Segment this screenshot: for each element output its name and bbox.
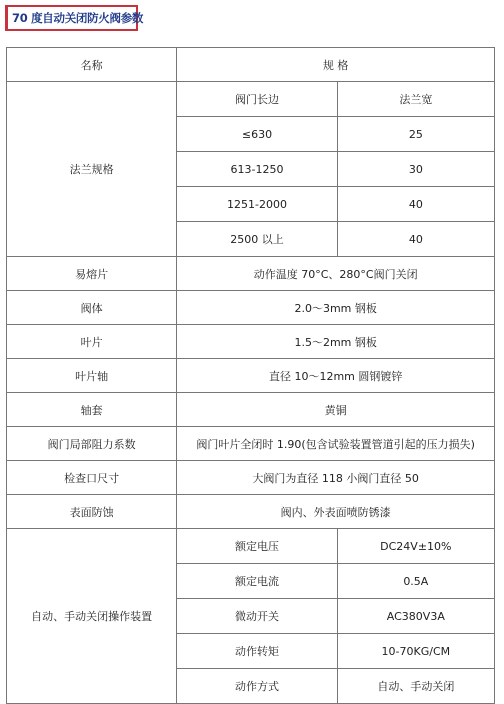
title-accent-bar	[5, 5, 8, 31]
device-param-cell: 微动开关	[177, 599, 337, 634]
flange-edge-cell: 613-1250	[177, 152, 337, 187]
table-row	[7, 427, 495, 461]
device-param-cell: 额定电流	[177, 564, 337, 599]
fire-damper-spec-table	[6, 47, 495, 704]
device-value-cell: 0.5A	[337, 564, 494, 599]
table-row	[7, 257, 495, 291]
flange-col-b-header: 法兰宽	[337, 82, 494, 117]
row-name-cell: 轴套	[7, 393, 177, 427]
row-value-cell: 大阀门为直径 118 小阀门直径 50	[177, 461, 495, 495]
table-row	[7, 82, 495, 117]
device-label-cell: 自动、手动关闭操作装置	[7, 529, 177, 704]
table-header-row	[7, 48, 495, 82]
row-name-cell: 叶片	[7, 325, 177, 359]
row-value-cell: 直径 10～12mm 圆钢镀锌	[177, 359, 495, 393]
header-spec-cell: 规 格	[177, 48, 495, 82]
row-name-cell: 易熔片	[7, 257, 177, 291]
device-value-cell: 10-70KG/CM	[337, 634, 494, 669]
table-row	[7, 461, 495, 495]
row-name-cell: 叶片轴	[7, 359, 177, 393]
row-value-cell: 阀门叶片全闭时 1.90(包含试验装置管道引起的压力损失)	[177, 427, 495, 461]
header-name-cell: 名称	[7, 48, 177, 82]
device-param-cell: 额定电压	[177, 529, 337, 564]
flange-width-cell: 25	[337, 117, 494, 152]
device-param-cell: 动作方式	[177, 669, 337, 704]
flange-edge-cell: 2500 以上	[177, 222, 337, 257]
row-value-cell: 阀内、外表面喷防锈漆	[177, 495, 495, 529]
flange-width-cell: 40	[337, 222, 494, 257]
flange-edge-cell: ≤630	[177, 117, 337, 152]
device-value-cell: AC380V3A	[337, 599, 494, 634]
table-row	[7, 359, 495, 393]
table-row	[7, 529, 495, 564]
row-name-cell: 阀体	[7, 291, 177, 325]
row-value-cell: 2.0～3mm 钢板	[177, 291, 495, 325]
table-row	[7, 325, 495, 359]
section-title-box	[5, 5, 144, 31]
device-value-cell: DC24V±10%	[337, 529, 494, 564]
row-value-cell: 黄铜	[177, 393, 495, 427]
row-value-cell: 动作温度 70°C、280°C阀门关闭	[177, 257, 495, 291]
flange-edge-cell: 1251-2000	[177, 187, 337, 222]
row-name-cell: 检查口尺寸	[7, 461, 177, 495]
flange-width-cell: 40	[337, 187, 494, 222]
device-param-cell: 动作转矩	[177, 634, 337, 669]
row-name-cell: 阀门局部阻力系数	[7, 427, 177, 461]
row-name-cell: 表面防蚀	[7, 495, 177, 529]
table-row	[7, 291, 495, 325]
flange-width-cell: 30	[337, 152, 494, 187]
table-row	[7, 393, 495, 427]
section-title: 70 度自动关闭防火阀参数	[12, 11, 144, 25]
row-value-cell: 1.5～2mm 钢板	[177, 325, 495, 359]
flange-label-cell: 法兰规格	[7, 82, 177, 257]
table-row	[7, 495, 495, 529]
flange-col-a-header: 阀门长边	[177, 82, 337, 117]
device-value-cell: 自动、手动关闭	[337, 669, 494, 704]
